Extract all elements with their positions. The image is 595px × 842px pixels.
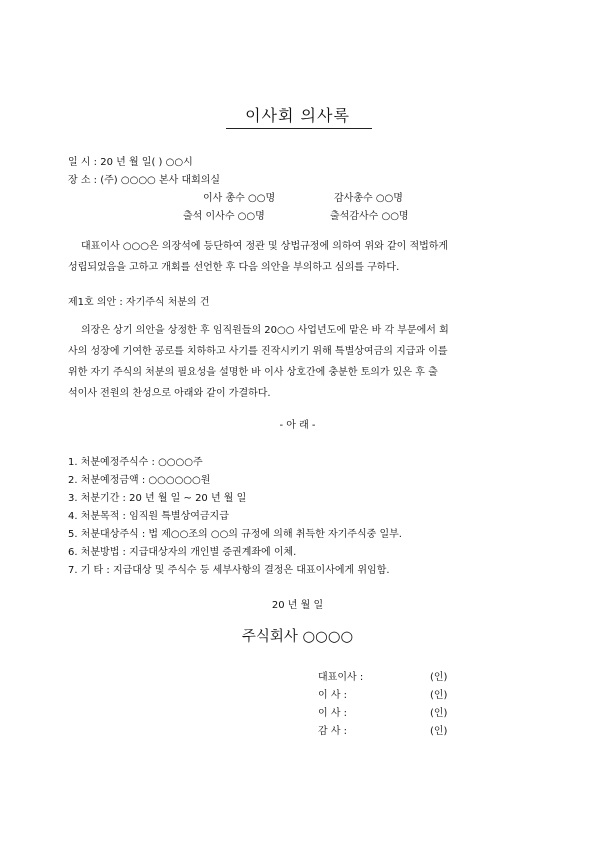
agenda-heading: 제1호 의안 : 자기주식 처분의 건 [68,297,210,308]
signature-label: 이 사 : [318,708,348,719]
company-name: 주식회사 ○○○○ [241,629,354,645]
seal-mark: (인) [430,708,448,719]
opening-paragraph [68,236,530,278]
signature-label: 이 사 : [318,690,348,701]
discussion-line: 의장은 상기 의안을 상정한 후 임직원들의 20○○ 사업년도에 맡은 바 각 부문에서 회 [81,325,449,336]
opening-line: 대표이사 ○○○은 의장석에 등단하여 정관 및 상법규정에 의하여 위와 같이 적법하게 [81,241,449,252]
directors-total: 이사 총수 ○○명 [203,193,276,204]
opening-line: 성립되었음을 고하고 개회를 선언한 후 다음 의안을 부의하고 심의를 구하다. [68,262,400,273]
meeting-datetime: 일 시 : 20 년 월 일( ) ○○시 [68,157,193,168]
below-heading: - 아 래 - [279,420,316,431]
resolution-item: 7. 기 타 : 지급대상 및 주식수 등 세부사항의 결정은 대표이사에게 위임함. [68,565,390,576]
title-underline [226,128,372,129]
auditors-total: 감사총수 ○○명 [334,193,403,204]
resolution-item: 4. 처분목적 : 임직원 특별상여금지급 [68,511,229,522]
seal-mark: (인) [430,690,448,701]
discussion-paragraph [68,320,530,404]
discussion-line: 위한 자기 주식의 처분의 필요성을 설명한 바 이사 상호간에 충분한 토의가 있은 후 출 [68,367,438,378]
signature-label: 대표이사 : [318,672,364,683]
discussion-line: 석이사 전원의 찬성으로 아래와 같이 가결하다. [68,388,271,399]
discussion-line: 사의 성장에 기여한 공로를 치하하고 사기를 진작시키기 위해 특별상여금의 지급과 이를 [68,346,448,357]
seal-mark: (인) [430,672,448,683]
signature-label: 감 사 : [318,726,348,737]
resolution-item: 2. 처분예정금액 : ○○○○○○원 [68,475,211,486]
auditors-present: 출석감사수 ○○명 [330,211,409,222]
resolution-item: 6. 처분방법 : 지급대상자의 개인별 증권계좌에 이체. [68,547,297,558]
directors-present: 출석 이사수 ○○명 [183,211,265,222]
resolution-item: 5. 처분대상주식 : 법 제○○조의 ○○의 규정에 의해 취득한 자기주식중 일부. [68,529,402,540]
resolution-item: 1. 처분예정주식수 : ○○○○주 [68,457,203,468]
seal-mark: (인) [430,726,448,737]
signing-date: 20 년 월 일 [271,600,324,611]
document-title: 이사회 의사록 [245,106,350,125]
resolution-item: 3. 처분기간 : 20 년 월 일 ~ 20 년 월 일 [68,493,247,504]
meeting-place: 장 소 : (주) ○○○○ 본사 대회의실 [68,175,221,186]
